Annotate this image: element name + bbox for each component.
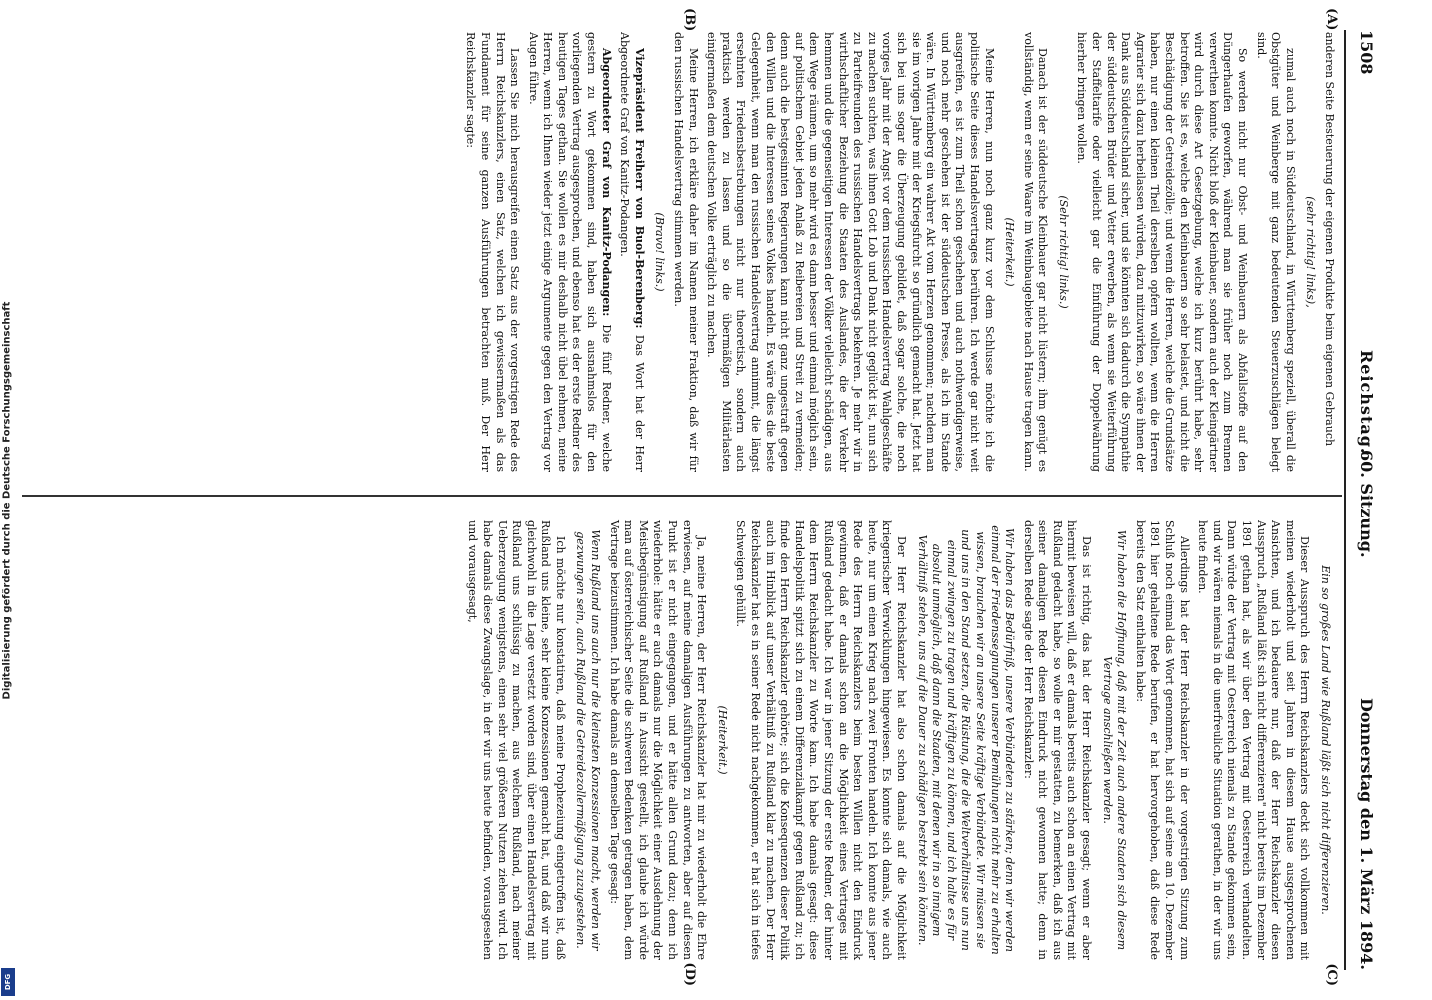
paragraph: Lassen Sie mich herausgreifen einen Satz aus der vorgestrigen Rede des Herrn Reichskanzlers, einen Satz, welchen ich gewissermaßen als das Fundament für seine ganzen Ausführungen betrachten muß. Der Herr Reichskanzler sagte:: [464, 32, 522, 472]
paragraph: Allerdings hat der Herr Reichskanzler in der vorgestrigen Sitzung zum Schluß noch einmal das Wort genommen, hat sich auf seine am 10. Dezember 1891 hier gehaltene Rede berufen, er hat hervorgehoben, daß diese Rede bereits den Satz enthalten habe:: [1133, 520, 1191, 960]
digitization-credit: [0, 0, 14, 1000]
quote: Ein so großes Land wie Rußland läßt sich nicht differenzieren.: [1319, 565, 1332, 915]
dfg-logo: [1, 968, 15, 996]
column-rule: [22, 495, 1342, 497]
reaction: (Heiterkeit.): [1003, 217, 1017, 287]
page-header: [1346, 30, 1376, 970]
right-column: [461, 520, 1339, 986]
speaker-name: Vizepräsident Freiherr von Buol-Berenberg:: [632, 48, 646, 329]
credit-text: Digitalisierung gefördert durch die Deutsche Forschungsgemeinschaft: [1, 301, 13, 699]
quote: Wir haben die Hoffnung, daß mit der Zeit auch andere Staaten sich diesem Vertrage anschließen werden.: [1100, 529, 1129, 951]
speech-text: Die fünf Redner, welche gestern zu Wort gekommen sind, haben sich ausnahmslos für den vorliegenden Vertrag ausgesprochen, und ebenso hat es der erste Redner des heutigen Tages gethan. Sie wollen es mir deshalb nicht übel nehmen, meine Herren, wenn ich Ihnen wieder jetzt einige Argumente gegen den Vertrag vor Augen führe.: [526, 32, 613, 472]
speech-text: Das Wort hat der Herr Abgeordnete Graf von Kanitz-Podangen.: [618, 32, 646, 472]
margin-letter-a: (A): [1324, 8, 1339, 31]
header-rule: [1344, 30, 1346, 970]
paragraph: [525, 32, 613, 472]
paragraph: Meine Herren, nun noch ganz kurz vor dem Schlusse möchte ich die politische Seite dieses Handelsvertrages berühren. Ich werde gar nicht weit ausgreifen, es ist zum Theil schon geschehen und auch nothwendigerweise, und noch mehr geschehen ist der süddeutschen Presse, als ich im Stande wäre. In Württemberg ein wahrer Akt vom Herzen genommen; nachdem man sie im vorigen Jahre mit der Kriegsfurcht so gründlich gemacht hat. Jetzt hat sich bei uns sogar die Überzeugung gebildet, daß sogar solche, die noch voriges Jahr mit der Angst vor dem russischen Handelsvertrag Wahlgeschäfte zu machen suchten, was ihnen Gott Lob und Dank nicht geglückt ist, nun sich zu Parteifreunden des russischen Handelsvertrags bekehren. Je mehr wir in wirthschaftlicher Beziehung die Staaten des Auslandes, die der Verkehr hemmen und die gegenseitigen Interessen der Völker vielleicht schädigen, aus dem Wege räumen, um so mehr wird es dann besser und einmal möglich sein, auf politischem Gebiet jeden Anlaß zu Reibereien und Streit zu vermeiden; denn auch die bestgesinnten Regierungen kann nicht ganz ungestraft gegen den Willen und die Interessen seines Volkes handeln. Es wäre dies die beste Gelegenheit, wenn man den russischen Handelsvertrag annimmt, die längst ersehnten Friedensbestrebungen nicht nur theoretisch, sondern auch praktisch werden zu lassen und so die übermäßigen Militärlasten einigermaßen dem deutschen Volke erträglich zu machen.: [705, 32, 996, 472]
reaction: (sehr richtig! links),: [1304, 196, 1318, 308]
speaker-name: Abgeordneter Graf von Kanitz-Podangen:: [599, 48, 613, 317]
paragraph: Ich möchte nur konstatiren, daß meine Prophezeiung eingetroffen ist, daß Rußland uns kleine, sehr kleine Konzessionen gemacht hat, und daß wir nun gleichwohl in die Lage versetzt worden sind, über einen Handelsvertrag mit Rußland uns schlüssig zu machen, aus welchem Rußland, nach meiner Ueberzeugung wenigstens, einen sehr viel größeren Nutzen ziehen wird. Ich habe damals diese Zwangslage, in der wir uns heute befinden, vorausgesehen und vorausgesagt,: [466, 520, 567, 960]
margin-letter-c: (C): [1324, 963, 1339, 986]
publication-title: Reichstag.: [1357, 350, 1376, 455]
document-page: [6, 0, 1386, 1000]
dfg-logo-text: DFG: [4, 973, 12, 991]
paragraph: Danach ist der süddeutsche Kleinbauer gar nicht lüstern; ihm genügt es vollständig, wenn er seine Waare im Weinbaugebiete nach Hause tragen kann.: [1021, 32, 1050, 472]
margin-letter-d: (D): [682, 962, 697, 986]
reaction: (Sehr richtig! links.): [1056, 195, 1070, 309]
paragraph: Ja, meine Herren, der Herr Reichskanzler hat mir zu wiederholt die Ehre erwiesen, auf meine damaligen Ausführungen zu antworten, aber auf diesen Punkt ist er nicht eingegangen, und er hätte allen Grund dazu; denn ich wiederhole: hätte er auch damals nur die Möglichkeit einer Ausdehnung der Meistbegünstigung auf Rußland in Aussicht gestellt, ich glaube ich würde man auf österreichischer Seite die schweren Bedenken getragen haben, dem Vertrage beizustimmen. Ich habe damals an demselben Tage gesagt:: [607, 520, 709, 960]
paragraph: Der Herr Reichskanzler hat also schon damals auf die Möglichkeit kriegerischer Verwicklungen hingewiesen. Es konnte sich damals, wie auch heute, nur um einen Krieg nach zwei Fronten handeln. Ich konnte aus jener Rede des Herrn Reichskanzlers beim besten Willen nicht den Eindruck gewinnen, daß er damals schon an die Möglichkeit eines Vertrages mit Rußland gedacht habe. Ich war in jener Sitzung der erste Redner, der hinter dem Herrn Reichskanzler zu Worte kam. Ich habe damals gesagt: diese Handelspolitik spitzt sich zu einem Differenzialkampf gegen Rußland zu; ich finde den Herrn Reichskanzler gehörte; sich die Konsequenzen dieser Politik auch im Hinblick auf unser Verhältniß zu Rußland klar zu machen. Der Herr Reichskanzler hat es in seiner Rede nicht nachgekommen, er hat sich in tiefes Schweigen gehüllt.: [734, 520, 908, 960]
reaction: (Heiterkeit.): [715, 705, 729, 775]
quote: Wenn Rußland uns auch nur die kleinsten Konzessionen macht, werden wir gezwungen sein, auch Rußland die Getreidezollermäßigung zuzugestehen.: [574, 529, 603, 951]
paragraph: So werden nicht nur Obst- und Weinbauern als Abfallstoffe auf den Düngerhaufen geworfen, während man sie früher noch zum Brennen verwerthen konnte. Nicht bloß der Kleinbauer, sondern auch der Kleingärtner wird durch diese Art Gesetzgebung, welche ich kurz berührt habe, sehr betroffen. Sie ist es, welche den Kleinbauern so sehr belastet, und nicht die Beschädigung der Getreidezölle; und wenn die Herren, welche die Grundsätze haben, nur einen kleinen Theil derselben opfern wollten, wenn die Herren Agrarier sich dazu herbeilassen würden, dazu mitzuwirken, so wäre ihnen der Dank aus Süddeutschland sicher, und sie könnten sich dadurch die Sympathie der süddeutschen Brüder und Vetter erwerben, als wenn sie Weiterführung der Staffeltarife oder vielleicht gar die Einführung der Doppelwährung hierher bringen wollen.: [1075, 32, 1250, 472]
paragraph: anderen Seite Besteuerung der eigenen Produkte beim eigenen Gebrauch: [1323, 32, 1336, 447]
reaction: (Bravo! links.): [653, 212, 667, 292]
page-number: 1508: [1357, 30, 1376, 75]
session-label: 60. Sitzung.: [1357, 450, 1376, 558]
left-column: [459, 8, 1339, 472]
margin-letter-b: (B): [682, 8, 697, 32]
paragraph: Dieser Ausspruch des Herrn Reichskanzlers deckt sich vollkommen mit meinen wiederholt und seit Jahren in diesem Hause ausgesprochenen Ansichten, und ich bedauere nur, daß der Herr Reichskanzler diesen Ausspruch „Rußland läßt sich nicht differenzieren" nicht bereits im Dezember 1891 gethan hat, als wir über den Vertrag mit Oesterreich verhandelten. Dann würde der Vertrag mit Oesterreich niemals zu Stande gekommen sein, und wir wären niemals in die unerfreuliche Situation gerathen, in der wir uns heute finden.: [1196, 520, 1312, 960]
quote: Wir haben das Bedürfniß, unsere Verbündeten zu stärken; denn wir werden einmal der Friedenssegnungen unserer Bemühungen nicht mehr zu erhalten wissen, brauchen wir an unsere Seite kräftige Verbündete. Wir müssen sie und uns in den Stand setzen, die Rüstung, die die Weltverhältnisse uns nun einmal zwingen zu tragen und kräftigen zu können, und ich halte es für absolut unmöglich, daß dann die Staaten, mit denen wir in so innigem Verhältniß stehen, uns auf die Dauer zu schädigen bestrebt sein könnten.: [915, 525, 1017, 955]
session-date: Donnerstag den 1. März 1894.: [1357, 697, 1376, 970]
paragraph: zumal auch noch in Süddeutschland, in Württemberg speziell, überall die Obstgüter und Weinberge mit ganz bedeutenden Steuerzuschlägen belegt sind.: [1254, 32, 1297, 472]
paragraph: Das ist richtig, das hat der Herr Reichskanzler gesagt; wenn er aber hiermit beweisen will, daß er damals bereits auch schon an einen Vertrag mit Rußland gedacht habe, so wolle er mir gestatten, zu bemerken, daß ich aus seiner damaligen Rede diesen Eindruck nicht gewonnen hatte; denn in derselben Rede sagte der Herr Reichskanzler:: [1021, 520, 1094, 960]
paragraph: [617, 32, 646, 472]
paragraph: Meine Herren, ich erkläre daher im Namen meiner Fraktion, daß wir für den russischen Handelsvertrag stimmen werden.: [672, 32, 700, 472]
